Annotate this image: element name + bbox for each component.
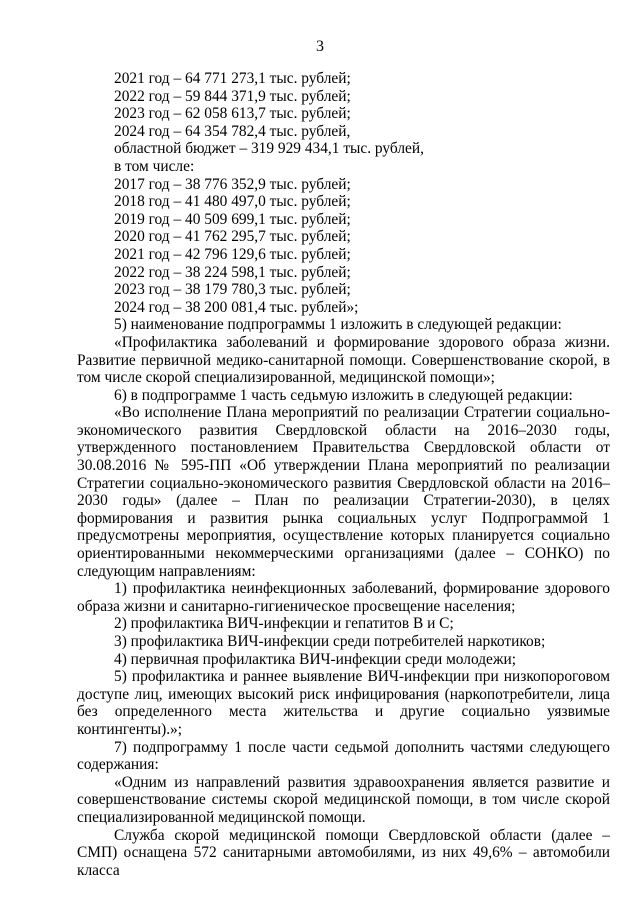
budget-line: 2018 год – 41 480 497,0 тыс. рублей; (114, 193, 351, 211)
paragraph: 5) профилактика и раннее выявление ВИЧ-инфекции при низкопороговом доступе лиц, имеющих высокий риск инфицирования (наркопотребители, лица без определенного места жительства и другие социально уязвимые контингенты).»; (77, 668, 610, 738)
paragraph: «Профилактика заболеваний и формирование здорового образа жизни. Развитие первичной медико-санитарной помощи. Совершенствование скорой, в том числе скорой специализированной, медицинской помощи»; (77, 333, 610, 387)
paragraph: Служба скорой медицинской помощи Свердловской области (далее – СМП) оснащена 572 санитарными автомобилями, из них 49,6% – автомобили класса (77, 826, 610, 879)
document-body (77, 70, 610, 879)
paragraph: 3) профилактика ВИЧ-инфекции среди потребителей наркотиков; (114, 633, 546, 650)
paragraph: 2) профилактика ВИЧ-инфекции и гепатитов В и С; (114, 615, 454, 633)
paragraph: 5) наименование подпрограммы 1 изложить в следующей редакции: (114, 316, 562, 334)
paragraph: 7) подпрограмму 1 после части седьмой дополнить частями следующего содержания: (77, 738, 610, 774)
page-number: 3 (316, 38, 324, 55)
budget-line: 2021 год – 42 796 129,6 тыс. рублей; (114, 245, 351, 263)
budget-line: 2024 год – 38 200 081,4 тыс. рублей»; (114, 298, 359, 316)
budget-line: 2017 год – 38 776 352,9 тыс. рублей; (114, 175, 351, 193)
paragraph: 6) в подпрограмме 1 часть седьмую изложить в следующей редакции: (114, 386, 573, 404)
paragraph: «Одним из направлений развития здравоохранения является развитие и совершенствование системы скорой медицинской помощи, в том числе скорой специализированной медицинской помощи. (77, 773, 610, 826)
budget-line: областной бюджет – 319 929 434,1 тыс. рублей, (114, 140, 424, 158)
budget-line: 2022 год – 59 844 371,9 тыс. рублей; (114, 87, 351, 105)
budget-line: 2023 год – 38 179 780,3 тыс. рублей; (114, 281, 351, 299)
budget-line: 2020 год – 41 762 295,7 тыс. рублей; (114, 228, 351, 246)
budget-line: 2024 год – 64 354 782,4 тыс. рублей, (114, 122, 351, 140)
paragraph: 1) профилактика неинфекционных заболеваний, формирование здорового образа жизни и санитарно-гигиеническое просвещение населения; (77, 580, 610, 615)
budget-line: в том числе: (114, 157, 195, 175)
paragraph: «Во исполнение Плана мероприятий по реализации Стратегии социально-экономического развития Свердловской области на 2016–2030 годы, утвержденного постановлением Правительства Свердловской области от 30.08.2016 № 595-ПП «Об утверждении Плана мероприятий по реализации Стратегии социально-экономического развития Свердловской области на 2016–2030 годы» (далее – План по реализации Стратегии-2030), в целях формирования и развития рынка социальных услуг Подпрограммой 1 предусмотрены мероприятия, осуществление которых планируется социально ориентированными некоммерческими организациями (далее – СОНКО) по следующим направлениям: (77, 404, 610, 580)
paragraph: 4) первичная профилактика ВИЧ-инфекции среди молодежи; (114, 650, 517, 668)
budget-line: 2022 год – 38 224 598,1 тыс. рублей; (114, 263, 351, 281)
budget-line: 2019 год – 40 509 699,1 тыс. рублей; (114, 210, 351, 228)
budget-line: 2023 год – 62 058 613,7 тыс. рублей; (114, 105, 351, 123)
budget-line: 2021 год – 64 771 273,1 тыс. рублей; (114, 70, 351, 87)
